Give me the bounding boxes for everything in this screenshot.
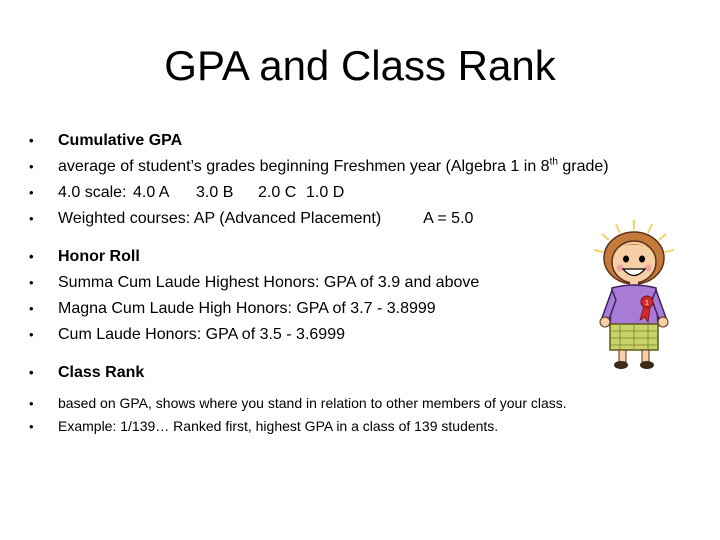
honor-item: • Magna Cum Laude High Honors: GPA of 3.7 - 3.8999: [26, 296, 716, 322]
scale-a: 4.0 A: [133, 184, 170, 201]
rank-item: • Example: 1/139… Ranked first, highest GPA in a class of 139 students.: [26, 415, 716, 438]
girl-with-ribbon-icon: [590, 218, 678, 370]
honor-item: • Summa Cum Laude Highest Honors: GPA of 3.9 and above: [26, 270, 716, 296]
honor-item: • Cum Laude Honors: GPA of 3.5 - 3.6999: [26, 322, 716, 348]
scale-label: 4.0 scale:: [58, 184, 127, 201]
scale-b: 3.0 B: [196, 184, 234, 201]
gpa-heading: • Cumulative GPA: [26, 128, 716, 154]
scale-d: 1.0 D: [306, 184, 345, 201]
honor-heading: • Honor Roll: [26, 244, 716, 270]
weighted-courses: • Weighted courses: AP (Advanced Placement) A = 5.0: [26, 206, 716, 232]
rank-heading: • Class Rank: [26, 360, 716, 386]
svg-text:1: 1: [645, 300, 649, 307]
scale-c: 2.0 C: [258, 184, 297, 201]
slide-title: GPA and Class Rank: [164, 42, 556, 89]
gpa-scale: [26, 180, 716, 206]
rank-item: • based on GPA, shows where you stand in relation to other members of your class.: [26, 392, 716, 415]
weighted-value: A = 5.0: [423, 210, 474, 227]
gpa-description: • average of student’s grades beginning Freshmen year (Algebra 1 in 8th grade): [26, 154, 716, 180]
